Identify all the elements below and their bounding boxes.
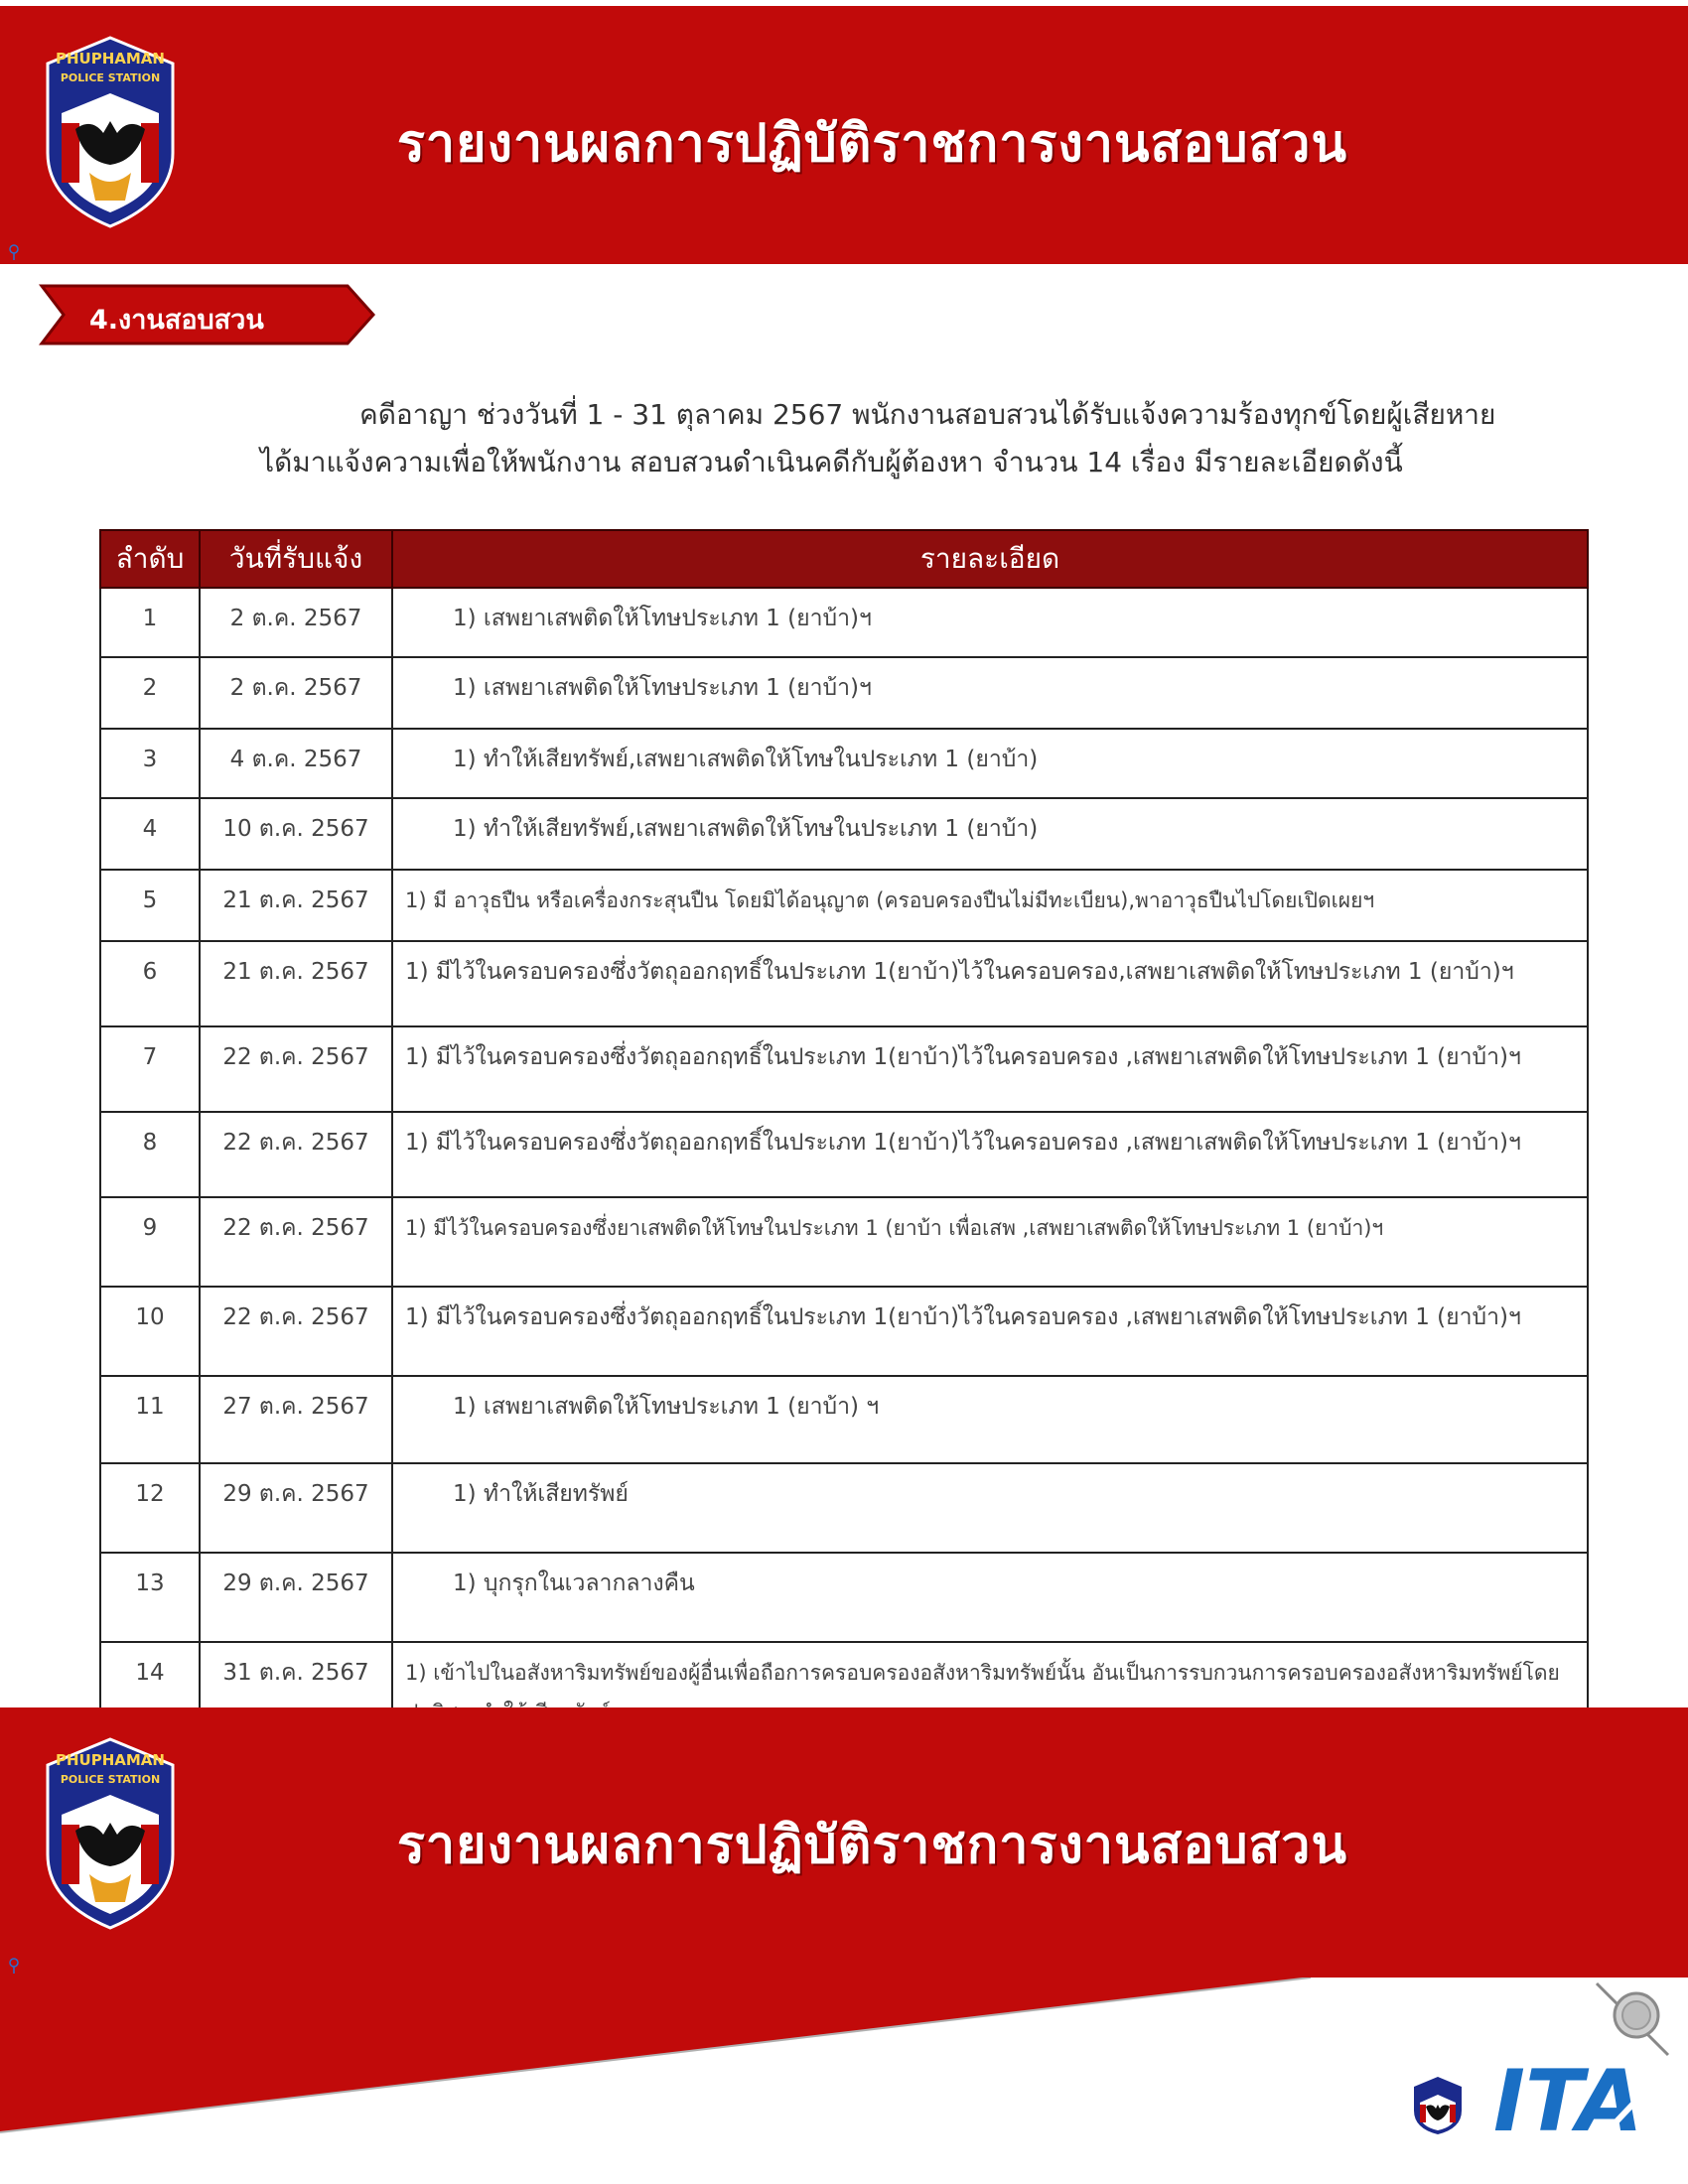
row-no: 13 xyxy=(100,1553,200,1642)
row-date: 31 ต.ค. 2567 xyxy=(200,1642,392,1733)
row-no: 2 xyxy=(100,657,200,729)
case-table xyxy=(99,529,1589,1734)
row-date: 4 ต.ค. 2567 xyxy=(200,729,392,798)
table-row xyxy=(100,941,1588,1026)
row-detail: 1) เข้าไปในอสังหาริมทรัพย์ของผู้อื่นเพื่อถือการครอบครองอสังหาริมทรัพย์นั้น อันเป็นการรบกวนการครอบครองอสังหาริมทรัพย์โดย xyxy=(392,1642,1588,1733)
column-header-no: ลำดับ xyxy=(100,530,200,588)
row-date: 22 ต.ค. 2567 xyxy=(200,1112,392,1197)
row-detail: 1) มี อาวุธปืน หรือเครื่องกระสุนปืน โดยมิได้อนุญาต (ครอบครองปืนไม่มีทะเบียน),พาอาวุธปืนไปโดยเปิดเผยฯ xyxy=(392,870,1588,941)
row-detail: 1) มีไว้ในครอบครองซึ่งยาเสพติดให้โทษในประเภท 1 (ยาบ้า เพื่อเสพ ,เสพยาเสพติดให้โทษประเภท 1 (ยาบ้า)ฯ xyxy=(392,1197,1588,1287)
row-date: 2 ต.ค. 2567 xyxy=(200,588,392,657)
row-no: 9 xyxy=(100,1197,200,1287)
svg-text:ITA: ITA xyxy=(1493,2052,1643,2144)
row-no: 5 xyxy=(100,870,200,941)
table-row xyxy=(100,1376,1588,1463)
table-row xyxy=(100,729,1588,798)
row-no: 10 xyxy=(100,1287,200,1376)
table-row xyxy=(100,657,1588,729)
row-no: 14 xyxy=(100,1642,200,1733)
row-detail: 1) ทำให้เสียทรัพย์,เสพยาเสพติดให้โทษในประเภท 1 (ยาบ้า) xyxy=(392,798,1588,870)
table-row xyxy=(100,1112,1588,1197)
row-detail: 1) บุกรุกในเวลากลางคืน xyxy=(392,1553,1588,1642)
row-detail: 1) เสพยาเสพติดให้โทษประเภท 1 (ยาบ้า)ฯ xyxy=(392,657,1588,729)
column-header-detail: รายละเอียด xyxy=(392,530,1588,588)
row-no: 4 xyxy=(100,798,200,870)
row-detail: 1) มีไว้ในครอบครองซึ่งวัตถุออกฤทธิ์ในประเภท 1(ยาบ้า)ไว้ในครอบครอง,เสพยาเสพติดให้โทษประเภท 1 (ยาบ้า)ฯ xyxy=(392,941,1588,1026)
row-no: 3 xyxy=(100,729,200,798)
section-tag xyxy=(38,284,375,345)
row-detail: 1) มีไว้ในครอบครองซึ่งวัตถุออกฤทธิ์ในประเภท 1(ยาบ้า)ไว้ในครอบครอง ,เสพยาเสพติดให้โทษประเภท 1 (ยาบ้า)ฯ xyxy=(392,1287,1588,1376)
table-row xyxy=(100,798,1588,870)
table-row xyxy=(100,588,1588,657)
row-date: 21 ต.ค. 2567 xyxy=(200,941,392,1026)
police-station-logo xyxy=(40,34,181,230)
table-header-row xyxy=(100,530,1588,588)
row-date: 29 ต.ค. 2567 xyxy=(200,1463,392,1553)
row-date: 27 ต.ค. 2567 xyxy=(200,1376,392,1463)
table-row xyxy=(100,1197,1588,1287)
police-station-logo xyxy=(40,1735,181,1932)
row-date: 22 ต.ค. 2567 xyxy=(200,1197,392,1287)
header-banner xyxy=(0,6,1688,264)
row-date: 10 ต.ค. 2567 xyxy=(200,798,392,870)
row-detail: 1) เสพยาเสพติดให้โทษประเภท 1 (ยาบ้า)ฯ xyxy=(392,588,1588,657)
row-no: 7 xyxy=(100,1026,200,1112)
row-no: 11 xyxy=(100,1376,200,1463)
page-title-repeat: รายงานผลการปฏิบัติราชการงานสอบสวน xyxy=(397,1816,1348,1875)
row-date: 22 ต.ค. 2567 xyxy=(200,1026,392,1112)
intro-line-1: คดีอาญา ช่วงวันที่ 1 - 31 ตุลาคม 2567 พนักงานสอบสวนได้รับแจ้งความร้องทุกข์โดยผู้เสียหาย xyxy=(359,398,1496,431)
row-no: 1 xyxy=(100,588,200,657)
section-label: 4.งานสอบสวน xyxy=(89,305,264,336)
row-detail: 1) ทำให้เสียทรัพย์ xyxy=(392,1463,1588,1553)
page-title: รายงานผลการปฏิบัติราชการงานสอบสวน xyxy=(397,114,1348,174)
row-detail: 1) มีไว้ในครอบครองซึ่งวัตถุออกฤทธิ์ในประเภท 1(ยาบ้า)ไว้ในครอบครอง ,เสพยาเสพติดให้โทษประเภท 1 (ยาบ้า)ฯ xyxy=(392,1112,1588,1197)
row-date: 29 ต.ค. 2567 xyxy=(200,1553,392,1642)
row-no: 12 xyxy=(100,1463,200,1553)
ita-logo xyxy=(1489,2045,1678,2144)
row-detail: 1) ทำให้เสียทรัพย์,เสพยาเสพติดให้โทษในประเภท 1 (ยาบ้า) xyxy=(392,729,1588,798)
intro-line-2: ได้มาแจ้งความเพื่อให้พนักงาน สอบสวนดำเนินคดีกับผู้ต้องหา จำนวน 14 เรื่อง มีรายละเอียดดังนี้ xyxy=(260,446,1403,478)
svg-text:POLICE STATION: POLICE STATION xyxy=(60,1773,161,1786)
row-date: 22 ต.ค. 2567 xyxy=(200,1287,392,1376)
row-detail: 1) เสพยาเสพติดให้โทษประเภท 1 (ยาบ้า) ฯ xyxy=(392,1376,1588,1463)
table-row xyxy=(100,870,1588,941)
column-header-date: วันที่รับแจ้ง xyxy=(200,530,392,588)
svg-text:PHUPHAMAN: PHUPHAMAN xyxy=(56,1751,165,1769)
repeat-header-banner xyxy=(0,1707,1688,1978)
police-station-logo-small xyxy=(1410,2075,1466,2136)
row-detail: 1) มีไว้ในครอบครองซึ่งวัตถุออกฤทธิ์ในประเภท 1(ยาบ้า)ไว้ในครอบครอง ,เสพยาเสพติดให้โทษประเภท 1 (ยาบ้า)ฯ xyxy=(392,1026,1588,1112)
table-row xyxy=(100,1287,1588,1376)
pin-icon xyxy=(8,1958,20,1974)
table-row xyxy=(100,1553,1588,1642)
pin-icon xyxy=(8,244,20,260)
row-no: 8 xyxy=(100,1112,200,1197)
svg-text:PHUPHAMAN: PHUPHAMAN xyxy=(56,50,165,68)
table-row xyxy=(100,1463,1588,1553)
table-row xyxy=(100,1026,1588,1112)
svg-text:POLICE STATION: POLICE STATION xyxy=(60,71,161,84)
row-date: 21 ต.ค. 2567 xyxy=(200,870,392,941)
row-no: 6 xyxy=(100,941,200,1026)
row-date: 2 ต.ค. 2567 xyxy=(200,657,392,729)
